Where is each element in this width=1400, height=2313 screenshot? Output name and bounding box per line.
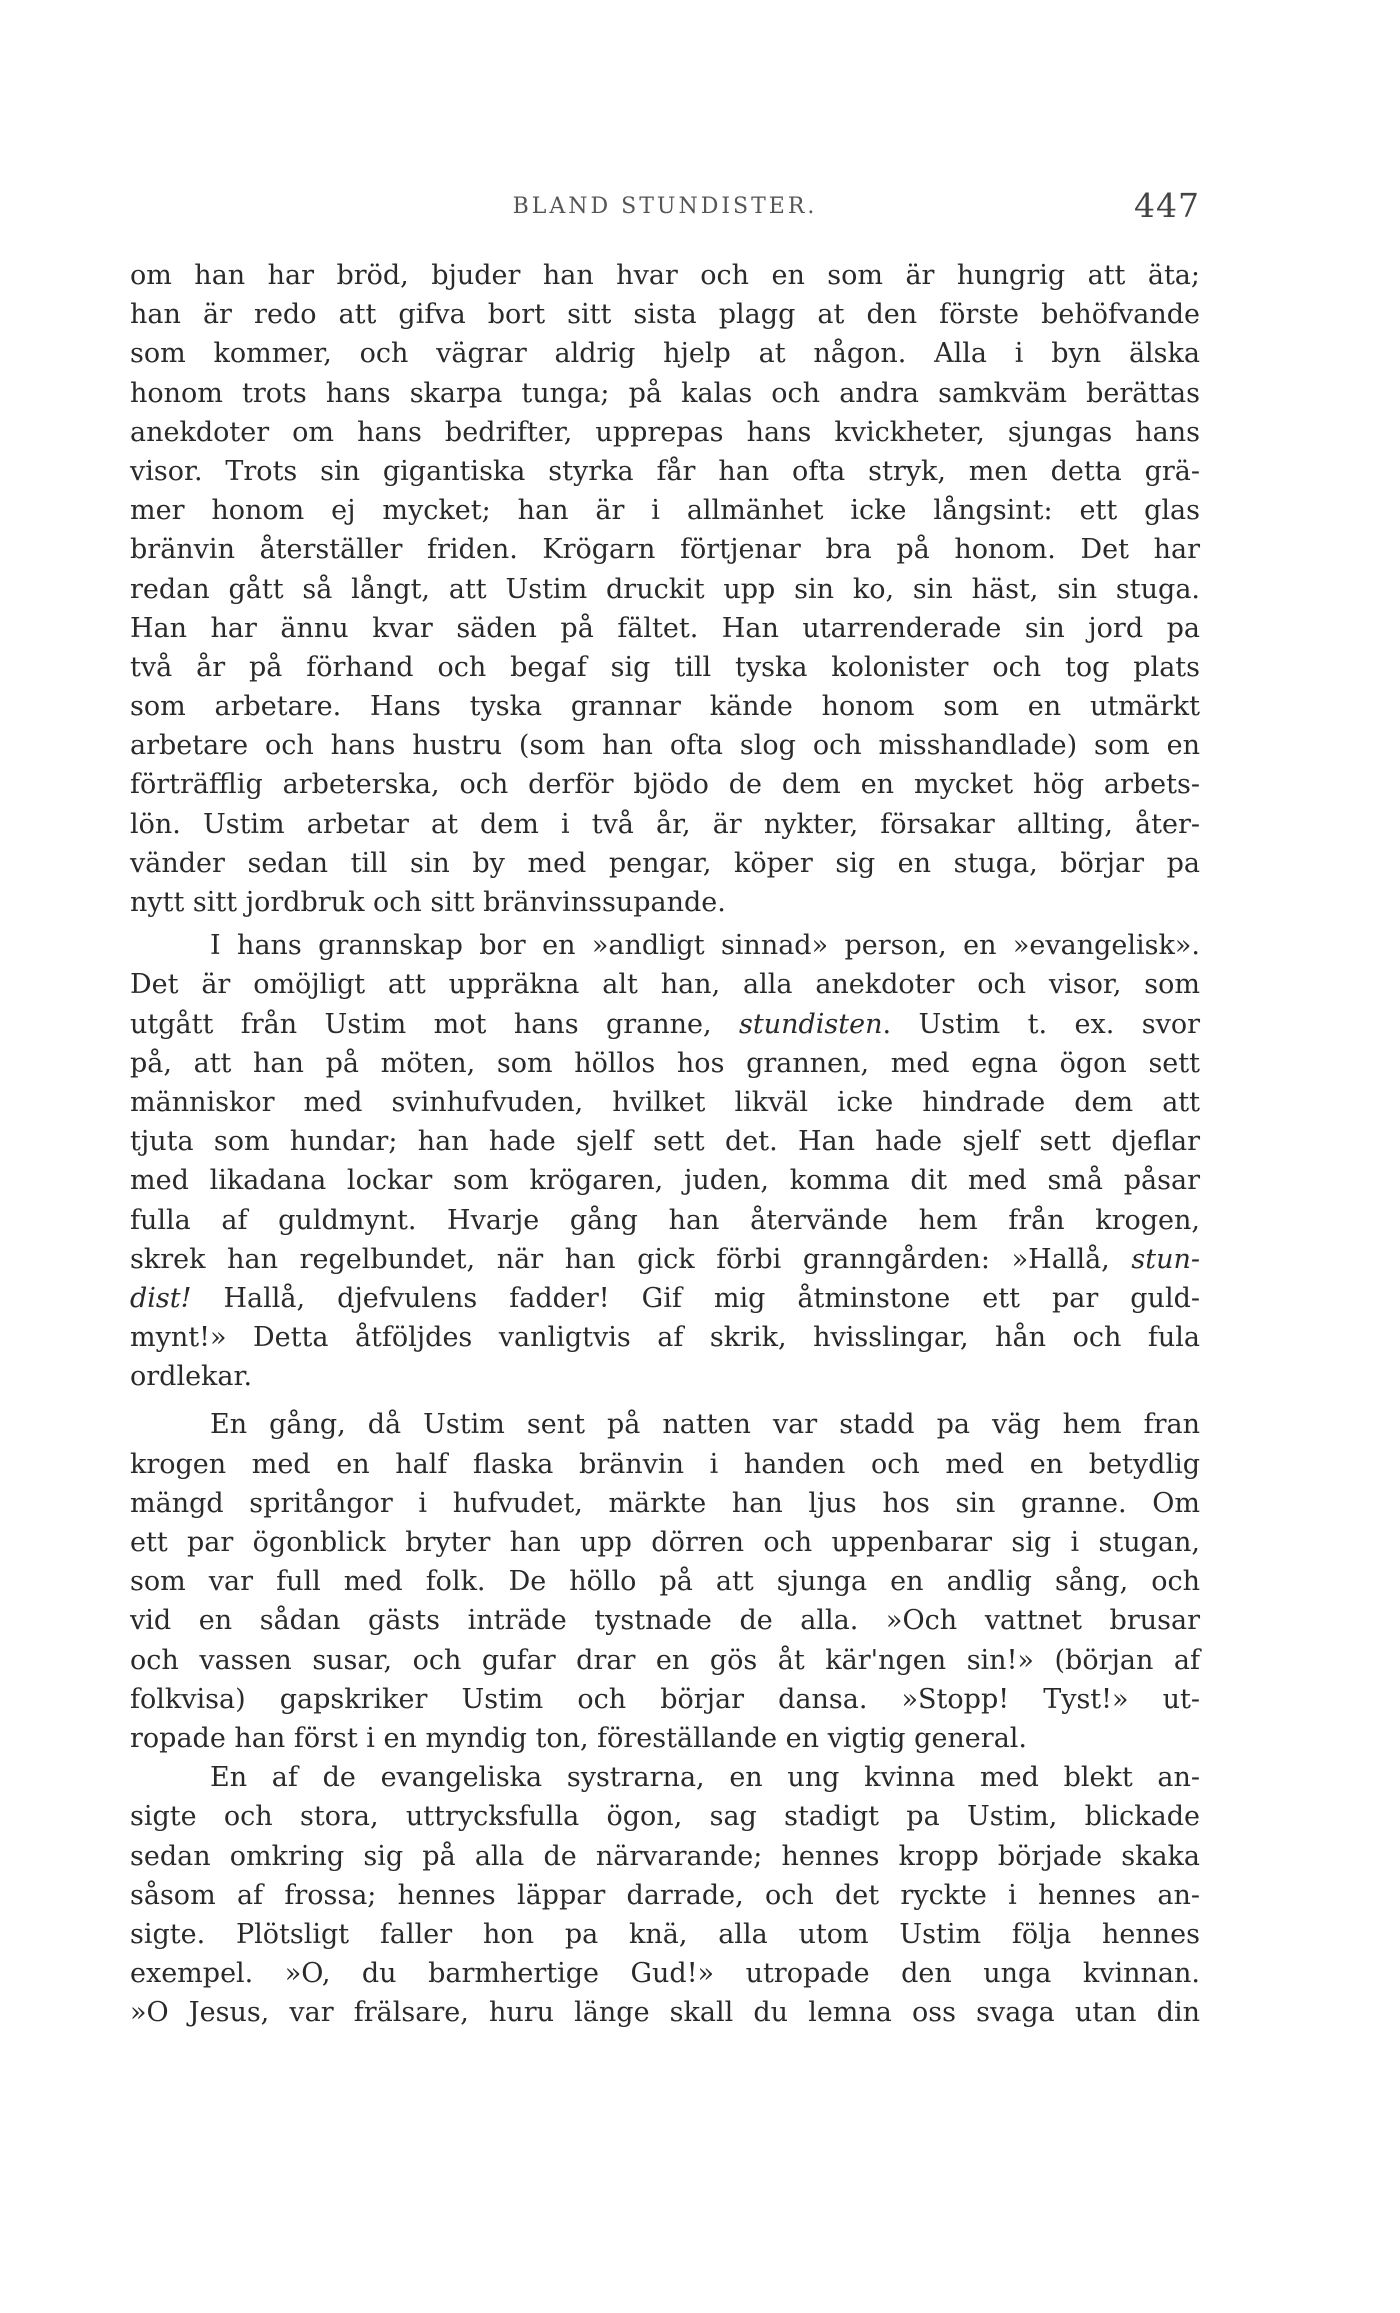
text-line: mynt!» Detta åtföljdes vanligtvis af skrik, hvisslingar, hån och fula <box>130 1322 1200 1354</box>
paragraph-4 <box>130 1758 1200 2032</box>
text-line <box>130 1240 1200 1279</box>
paragraph-1 <box>130 256 1200 922</box>
text-line: såsom af frossa; hennes läppar darrade, och det ryckte i hennes an- <box>130 1879 1200 1911</box>
text-line: mer honom ej mycket; han är i allmänhet icke långsint: ett glas <box>130 495 1200 527</box>
running-title: BLAND STUNDISTER. <box>512 194 818 219</box>
text-segment: Hallå, djefvulens fadder! Gif mig åtminstone ett par guld- <box>191 1282 1200 1314</box>
text-line: två år på förhand och begaf sig till tyska kolonister och tog plats <box>130 651 1200 683</box>
text-line <box>130 1005 1200 1044</box>
text-segment: . Ustim t. ex. svor <box>882 1008 1200 1040</box>
text-line: ordlekar. <box>130 1361 253 1393</box>
text-line: visor. Trots sin gigantiska styrka får han ofta stryk, men detta grä- <box>130 455 1200 487</box>
text-line: nytt sitt jordbruk och sitt bränvinssupande. <box>130 887 726 918</box>
text-line: Han har ännu kvar säden på fältet. Han utarrenderade sin jord pa <box>130 612 1200 644</box>
text-line: ropade han först i en myndig ton, föreställande en vigtig general. <box>130 1722 1028 1754</box>
text-line: redan gått så långt, att Ustim druckit upp sin ko, sin häst, sin stuga. <box>130 573 1200 605</box>
paragraph-2 <box>130 926 1200 1396</box>
text-line: vid en sådan gästs inträde tystnade de alla. »Och vattnet brusar <box>130 1605 1200 1637</box>
text-line: bränvin återställer friden. Krögarn förtjenar bra på honom. Det har <box>130 534 1200 566</box>
text-line: sedan omkring sig på alla de närvarande; hennes kropp började skaka <box>130 1840 1200 1872</box>
emphasis-word: stun- <box>1131 1243 1200 1275</box>
text-line: som arbetare. Hans tyska grannar kände honom som en utmärkt <box>130 691 1200 723</box>
text-line: på, att han på möten, som höllos hos grannen, med egna ögon sett <box>130 1047 1200 1079</box>
text-line: mängd spritångor i hufvudet, märkte han ljus hos sin granne. Om <box>130 1487 1200 1519</box>
emphasis-word: dist! <box>130 1282 192 1314</box>
text-line: han är redo att gifva bort sitt sista plagg at den förste behöfvande <box>130 299 1200 331</box>
text-line: människor med svinhufvuden, hvilket likväl icke hindrade dem att <box>130 1086 1200 1118</box>
emphasis-word: stundisten <box>739 1008 883 1040</box>
text-segment: skrek han regelbundet, när han gick förbi granngården: »Hallå, <box>130 1243 1132 1275</box>
text-line: I hans grannskap bor en »andligt sinnad» person, en »evangelisk». <box>210 930 1200 962</box>
text-line: anekdoter om hans bedrifter, upprepas hans kvickheter, sjungas hans <box>130 416 1200 448</box>
text-line: som var full med folk. De höllo på att sjunga en andlig sång, och <box>130 1566 1200 1598</box>
text-line: sigte. Plötsligt faller hon pa knä, alla utom Ustim följa hennes <box>130 1918 1200 1950</box>
text-line: En gång, då Ustim sent på natten var stadd pa väg hem fran <box>210 1409 1200 1441</box>
text-line: Det är omöjligt att uppräkna alt han, alla anekdoter och visor, som <box>130 969 1200 1001</box>
text-line: som kommer, och vägrar aldrig hjelp at någon. Alla i byn älska <box>130 338 1200 370</box>
text-line: En af de evangeliska systrarna, en ung kvinna med blekt an- <box>210 1762 1200 1794</box>
text-line: förträfflig arbeterska, och derför bjödo de dem en mycket hög arbets- <box>130 769 1200 801</box>
text-line: krogen med en half flaska bränvin i handen och med en betydlig <box>130 1448 1200 1480</box>
text-line: ett par ögonblick bryter han upp dörren och uppenbarar sig i stugan, <box>130 1527 1200 1558</box>
text-line: lön. Ustim arbetar at dem i två år, är nykter, försakar allting, åter- <box>130 808 1200 840</box>
text-line: folkvisa) gapskriker Ustim och börjar dansa. »Stopp! Tyst!» ut- <box>130 1683 1200 1715</box>
text-line: och vassen susar, och gufar drar en gös åt kär'ngen sin!» (början af <box>130 1644 1200 1676</box>
text-line: arbetare och hans hustru (som han ofta slog och misshandlade) som en <box>130 730 1200 762</box>
text-line: exempel. »O, du barmhertige Gud!» utropade den unga kvinnan. <box>130 1958 1200 1990</box>
text-line: med likadana lockar som krögaren, juden, komma dit med små påsar <box>130 1165 1200 1197</box>
text-line: sigte och stora, uttrycksfulla ögon, sag stadigt pa Ustim, blickade <box>130 1801 1200 1833</box>
text-line: vänder sedan till sin by med pengar, köper sig en stuga, börjar pa <box>130 847 1200 879</box>
running-head <box>130 186 1200 226</box>
text-segment: utgått från Ustim mot hans granne, <box>130 1008 740 1040</box>
body-text <box>130 256 1200 2032</box>
text-line: tjuta som hundar; han hade sjelf sett det. Han hade sjelf sett djeflar <box>130 1126 1200 1158</box>
paragraph-3 <box>130 1405 1200 1758</box>
text-line: fulla af guldmynt. Hvarje gång han återvände hem från krogen, <box>130 1204 1200 1236</box>
text-line: honom trots hans skarpa tunga; på kalas och andra samkväm berättas <box>130 377 1200 409</box>
page-number: 447 <box>1134 186 1200 225</box>
text-line <box>130 1279 1200 1318</box>
text-line: om han har bröd, bjuder han hvar och en som är hungrig att äta; <box>130 260 1200 291</box>
text-line: »O Jesus, var frälsare, huru länge skall du lemna oss svaga utan din <box>130 1997 1200 2029</box>
